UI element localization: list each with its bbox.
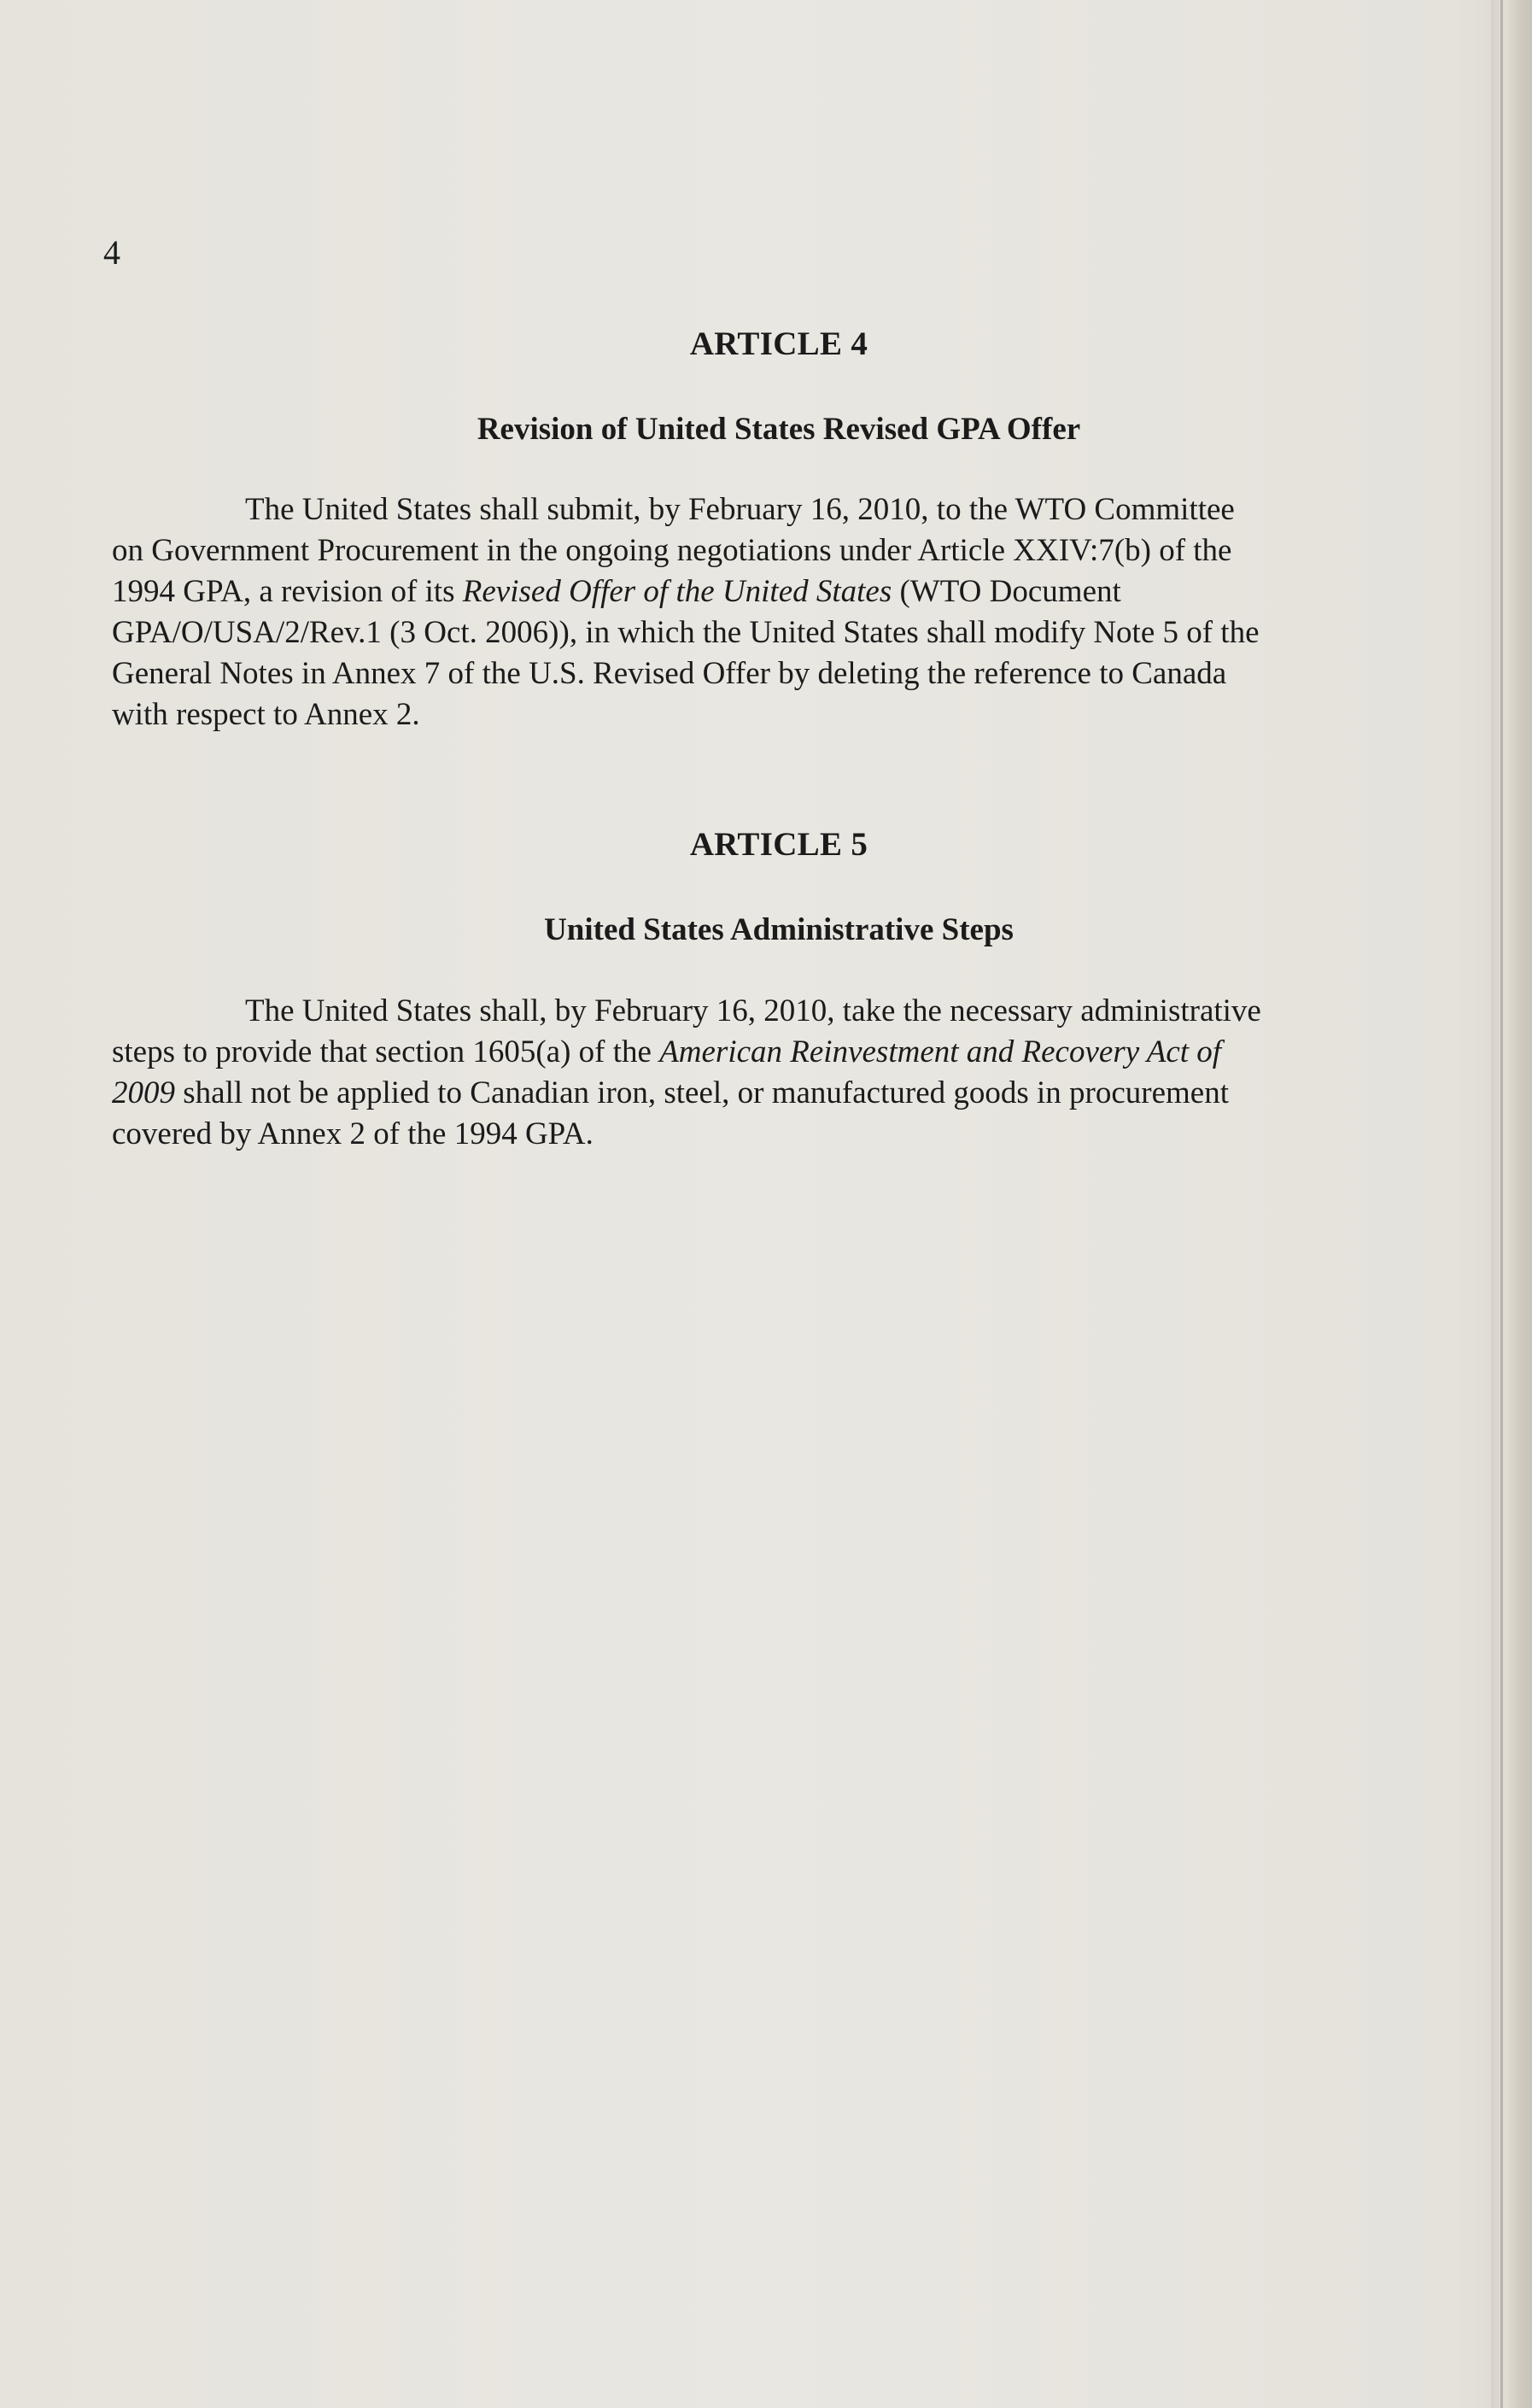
article-5-body (112, 991, 1273, 1155)
article-4-body-text-1: The United States shall submit, by February 16, 2010, to the WTO Committee on Government Procurement in the ongoing negotiations under Article XXIV:7(b) of the 1994 GPA, a revision of its (112, 492, 1235, 609)
article-5-subheading-block (0, 911, 1532, 950)
article-5-heading: ARTICLE 5 (689, 826, 868, 863)
article-4-heading-block (0, 325, 1532, 364)
article-5-body-text-2: shall not be applied to Canadian iron, steel, or manufactured goods in procurement covered by Annex 2 of the 1994 GPA. (112, 1075, 1230, 1151)
article-4-body (112, 489, 1273, 735)
page-number: 4 (103, 233, 120, 272)
article-5-heading-block (0, 825, 1532, 864)
article-5-body-italic: American Reinvestment and Recovery Act of 2009 (112, 1034, 1222, 1110)
article-4-subheading: Revision of United States Revised GPA Offer (477, 412, 1081, 447)
article-5-subheading: United States Administrative Steps (544, 912, 1014, 947)
article-4-body-italic: Revised Offer of the United States (462, 574, 892, 609)
article-4-heading: ARTICLE 4 (689, 325, 868, 362)
article-4-body-text-2: (WTO Document GPA/O/USA/2/Rev.1 (3 Oct. 2006)), in which the United States shall modify Note 5 of the General Notes in Annex 7 of the U.S. Revised Offer by deleting the reference to Canada with respect to Annex 2. (112, 574, 1260, 732)
article-5-body-text-1: The United States shall, by February 16, 2010, take the necessary administrative steps to provide that section 1605(a) of the (112, 993, 1261, 1069)
article-4-subheading-block (0, 410, 1532, 449)
